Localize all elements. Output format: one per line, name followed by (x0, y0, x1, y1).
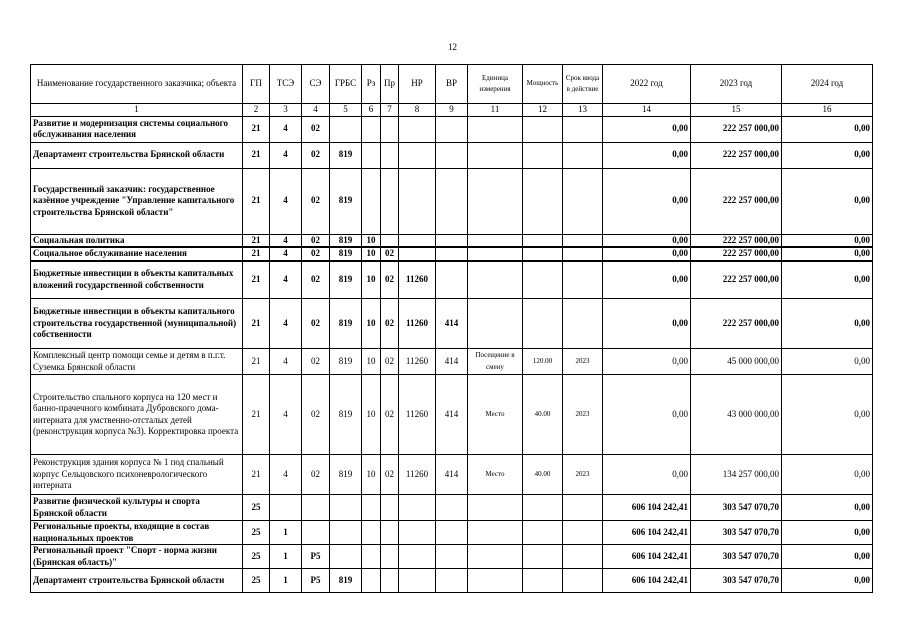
header-cell: ТСЭ (270, 65, 302, 104)
cell-pr: 02 (381, 247, 399, 261)
cell-pr (381, 569, 399, 593)
cell-grbs (330, 495, 362, 521)
cell-pr (381, 545, 399, 569)
cell-y2022: 606 104 242,41 (603, 521, 691, 545)
cell-name: Бюджетные инвестиции в объекты капитального строительства государственной (муниципальной) собственности (31, 299, 243, 349)
cell-y2022: 0,00 (603, 168, 691, 234)
cell-tse: 4 (270, 349, 302, 375)
cell-unit: Место (468, 375, 523, 455)
cell-y2023: 45 000 000,00 (691, 349, 782, 375)
cell-se: 02 (302, 375, 330, 455)
cell-gp: 21 (243, 142, 270, 168)
header-cell: Рз (362, 65, 381, 104)
cell-grbs: 819 (330, 569, 362, 593)
cell-y2023: 222 257 000,00 (691, 261, 782, 299)
table-row (31, 545, 873, 569)
cell-pr (381, 234, 399, 247)
cell-name: Региональные проекты, входящие в состав национальных проектов (31, 521, 243, 545)
cell-term (563, 247, 603, 261)
cell-gp: 21 (243, 349, 270, 375)
cell-unit (468, 545, 523, 569)
header-cell: 2024 год (782, 65, 873, 104)
cell-se (302, 521, 330, 545)
cell-gp: 21 (243, 261, 270, 299)
cell-y2023: 222 257 000,00 (691, 168, 782, 234)
cell-gp: 21 (243, 299, 270, 349)
cell-y2024: 0,00 (782, 495, 873, 521)
column-number: 13 (563, 104, 603, 117)
column-number: 14 (603, 104, 691, 117)
cell-term (563, 569, 603, 593)
cell-unit (468, 569, 523, 593)
column-number: 7 (381, 104, 399, 117)
cell-y2024: 0,00 (782, 116, 873, 142)
header-cell: СЭ (302, 65, 330, 104)
cell-vr (436, 168, 468, 234)
cell-vr (436, 569, 468, 593)
cell-term: 2023 (563, 375, 603, 455)
header-cell: ВР (436, 65, 468, 104)
column-number: 4 (302, 104, 330, 117)
header-cell: ГП (243, 65, 270, 104)
cell-y2024: 0,00 (782, 349, 873, 375)
cell-name: Региональный проект "Спорт - норма жизни (Брянская область)" (31, 545, 243, 569)
table-row (31, 375, 873, 455)
cell-pr: 02 (381, 299, 399, 349)
cell-power (523, 261, 563, 299)
cell-y2022: 606 104 242,41 (603, 495, 691, 521)
cell-y2023: 222 257 000,00 (691, 234, 782, 247)
cell-gp: 25 (243, 495, 270, 521)
cell-power: 40.00 (523, 455, 563, 495)
cell-nr (399, 569, 436, 593)
cell-y2023: 303 547 070,70 (691, 569, 782, 593)
cell-rz (362, 168, 381, 234)
cell-tse: 1 (270, 521, 302, 545)
cell-se (302, 495, 330, 521)
cell-vr (436, 116, 468, 142)
cell-vr (436, 261, 468, 299)
cell-name: Социальная политика (31, 234, 243, 247)
cell-vr (436, 495, 468, 521)
column-number: 6 (362, 104, 381, 117)
cell-name: Государственный заказчик: государственное казённое учреждение "Управление капитального строительства Брянской области" (31, 168, 243, 234)
cell-nr (399, 247, 436, 261)
table-row (31, 168, 873, 234)
cell-name: Бюджетные инвестиции в объекты капитальных вложений государственной собственности (31, 261, 243, 299)
cell-y2022: 0,00 (603, 261, 691, 299)
cell-term (563, 299, 603, 349)
cell-term (563, 142, 603, 168)
header-cell: Пр (381, 65, 399, 104)
cell-pr: 02 (381, 455, 399, 495)
cell-power (523, 545, 563, 569)
cell-vr: 414 (436, 349, 468, 375)
cell-y2024: 0,00 (782, 261, 873, 299)
cell-vr (436, 142, 468, 168)
column-number: 8 (399, 104, 436, 117)
cell-nr (399, 116, 436, 142)
cell-term: 2023 (563, 455, 603, 495)
cell-unit: Посещение в смену (468, 349, 523, 375)
table-row (31, 261, 873, 299)
cell-vr (436, 234, 468, 247)
header-cell: НР (399, 65, 436, 104)
cell-vr: 414 (436, 375, 468, 455)
cell-y2022: 606 104 242,41 (603, 569, 691, 593)
cell-y2022: 0,00 (603, 116, 691, 142)
cell-nr (399, 234, 436, 247)
cell-unit (468, 168, 523, 234)
cell-y2024: 0,00 (782, 375, 873, 455)
cell-y2022: 0,00 (603, 455, 691, 495)
cell-rz (362, 545, 381, 569)
cell-se: 02 (302, 349, 330, 375)
cell-rz (362, 116, 381, 142)
cell-y2023: 303 547 070,70 (691, 545, 782, 569)
cell-nr: 11260 (399, 349, 436, 375)
cell-pr (381, 521, 399, 545)
cell-rz: 10 (362, 455, 381, 495)
cell-y2023: 222 257 000,00 (691, 247, 782, 261)
table-row (31, 234, 873, 247)
header-cell: Мощность (523, 65, 563, 104)
cell-nr (399, 168, 436, 234)
cell-term: 2023 (563, 349, 603, 375)
cell-nr (399, 142, 436, 168)
cell-term (563, 521, 603, 545)
cell-y2024: 0,00 (782, 142, 873, 168)
cell-name: Департамент строительства Брянской области (31, 142, 243, 168)
cell-y2022: 0,00 (603, 299, 691, 349)
cell-unit (468, 142, 523, 168)
cell-y2023: 303 547 070,70 (691, 495, 782, 521)
cell-y2022: 0,00 (603, 349, 691, 375)
cell-term (563, 234, 603, 247)
cell-unit (468, 495, 523, 521)
cell-y2024: 0,00 (782, 521, 873, 545)
header-row (31, 65, 873, 104)
cell-tse: 4 (270, 375, 302, 455)
cell-y2024: 0,00 (782, 299, 873, 349)
cell-tse: 4 (270, 261, 302, 299)
cell-power (523, 234, 563, 247)
cell-vr (436, 247, 468, 261)
column-number-row (31, 104, 873, 117)
cell-name: Строительство спального корпуса на 120 мест и банно-прачечного комбината Дубровского дома-интерната для умственно-отсталых детей (реконструкция корпуса №3). Корректировка проекта (31, 375, 243, 455)
cell-se: 02 (302, 455, 330, 495)
header-cell: 2022 год (603, 65, 691, 104)
cell-gp: 21 (243, 455, 270, 495)
cell-rz: 10 (362, 247, 381, 261)
cell-vr: 414 (436, 455, 468, 495)
cell-name: Департамент строительства Брянской области (31, 569, 243, 593)
table-row (31, 455, 873, 495)
header-cell: Наименование государственного заказчика; объекта (31, 65, 243, 104)
cell-y2024: 0,00 (782, 455, 873, 495)
cell-y2024: 0,00 (782, 569, 873, 593)
cell-gp: 21 (243, 375, 270, 455)
cell-y2022: 0,00 (603, 247, 691, 261)
cell-rz (362, 569, 381, 593)
cell-tse: 4 (270, 455, 302, 495)
cell-se: 02 (302, 168, 330, 234)
cell-unit: Место (468, 455, 523, 495)
cell-y2024: 0,00 (782, 247, 873, 261)
cell-gp: 25 (243, 545, 270, 569)
cell-rz (362, 495, 381, 521)
cell-nr (399, 521, 436, 545)
cell-grbs: 819 (330, 142, 362, 168)
cell-grbs (330, 521, 362, 545)
cell-power (523, 495, 563, 521)
cell-grbs: 819 (330, 349, 362, 375)
cell-tse (270, 495, 302, 521)
cell-grbs: 819 (330, 261, 362, 299)
cell-pr (381, 116, 399, 142)
cell-tse: 1 (270, 545, 302, 569)
cell-se: 02 (302, 142, 330, 168)
cell-y2023: 222 257 000,00 (691, 299, 782, 349)
cell-se: 02 (302, 247, 330, 261)
header-cell: Срок ввода в действие (563, 65, 603, 104)
cell-power (523, 569, 563, 593)
cell-tse: 4 (270, 142, 302, 168)
cell-nr: 11260 (399, 455, 436, 495)
cell-rz: 10 (362, 375, 381, 455)
cell-grbs (330, 116, 362, 142)
cell-unit (468, 116, 523, 142)
column-number: 12 (523, 104, 563, 117)
cell-tse: 4 (270, 116, 302, 142)
cell-rz (362, 521, 381, 545)
cell-power (523, 142, 563, 168)
cell-rz: 10 (362, 349, 381, 375)
cell-term (563, 168, 603, 234)
cell-nr: 11260 (399, 299, 436, 349)
table-row (31, 495, 873, 521)
table-row (31, 142, 873, 168)
cell-y2022: 0,00 (603, 234, 691, 247)
cell-nr (399, 545, 436, 569)
cell-y2023: 222 257 000,00 (691, 142, 782, 168)
cell-pr: 02 (381, 375, 399, 455)
cell-grbs: 819 (330, 375, 362, 455)
cell-power: 120.00 (523, 349, 563, 375)
cell-term (563, 495, 603, 521)
cell-term (563, 545, 603, 569)
cell-power (523, 168, 563, 234)
cell-se: P5 (302, 569, 330, 593)
cell-gp: 21 (243, 116, 270, 142)
cell-gp: 21 (243, 168, 270, 234)
column-number: 1 (31, 104, 243, 117)
cell-y2024: 0,00 (782, 168, 873, 234)
cell-vr (436, 521, 468, 545)
column-number: 16 (782, 104, 873, 117)
cell-rz: 10 (362, 261, 381, 299)
cell-power (523, 521, 563, 545)
header-cell: 2023 год (691, 65, 782, 104)
cell-pr: 02 (381, 349, 399, 375)
cell-tse: 4 (270, 247, 302, 261)
cell-tse: 4 (270, 299, 302, 349)
cell-rz: 10 (362, 299, 381, 349)
cell-nr (399, 495, 436, 521)
column-number: 3 (270, 104, 302, 117)
cell-name: Комплексный центр помощи семье и детям в п.г.т. Суземка Брянской области (31, 349, 243, 375)
cell-unit (468, 299, 523, 349)
cell-gp: 21 (243, 234, 270, 247)
cell-nr: 11260 (399, 375, 436, 455)
cell-se: 02 (302, 116, 330, 142)
cell-y2022: 0,00 (603, 142, 691, 168)
cell-term (563, 116, 603, 142)
cell-vr: 414 (436, 299, 468, 349)
cell-tse: 1 (270, 569, 302, 593)
table-row (31, 569, 873, 593)
cell-grbs: 819 (330, 455, 362, 495)
cell-y2022: 0,00 (603, 375, 691, 455)
cell-y2023: 222 257 000,00 (691, 116, 782, 142)
cell-pr (381, 142, 399, 168)
cell-name: Реконструкция здания корпуса № 1 под спальный корпус Сельцовского психоневрологического интерната (31, 455, 243, 495)
cell-nr: 11260 (399, 261, 436, 299)
cell-se: 02 (302, 234, 330, 247)
cell-grbs: 819 (330, 247, 362, 261)
cell-tse: 4 (270, 234, 302, 247)
cell-name: Развитие и модернизация системы социального обслуживания населения (31, 116, 243, 142)
cell-y2024: 0,00 (782, 545, 873, 569)
cell-name: Социальное обслуживание населения (31, 247, 243, 261)
cell-y2024: 0,00 (782, 234, 873, 247)
cell-vr (436, 545, 468, 569)
budget-table (30, 64, 873, 593)
cell-grbs: 819 (330, 234, 362, 247)
table-row (31, 247, 873, 261)
cell-power (523, 116, 563, 142)
cell-pr (381, 168, 399, 234)
table-row (31, 521, 873, 545)
column-number: 2 (243, 104, 270, 117)
cell-power (523, 247, 563, 261)
cell-pr: 02 (381, 261, 399, 299)
column-number: 5 (330, 104, 362, 117)
cell-y2023: 303 547 070,70 (691, 521, 782, 545)
cell-y2023: 134 257 000,00 (691, 455, 782, 495)
cell-unit (468, 234, 523, 247)
cell-unit (468, 521, 523, 545)
cell-unit (468, 247, 523, 261)
cell-grbs (330, 545, 362, 569)
cell-tse: 4 (270, 168, 302, 234)
cell-gp: 25 (243, 569, 270, 593)
cell-grbs: 819 (330, 299, 362, 349)
header-cell: Единица измерения (468, 65, 523, 104)
cell-rz: 10 (362, 234, 381, 247)
page-number: 12 (448, 42, 457, 52)
cell-term (563, 261, 603, 299)
column-number: 15 (691, 104, 782, 117)
cell-name: Развитие физической культуры и спорта Брянской области (31, 495, 243, 521)
cell-se: P5 (302, 545, 330, 569)
column-number: 9 (436, 104, 468, 117)
table-row (31, 299, 873, 349)
cell-rz (362, 142, 381, 168)
cell-pr (381, 495, 399, 521)
cell-power: 40.00 (523, 375, 563, 455)
cell-grbs: 819 (330, 168, 362, 234)
column-number: 11 (468, 104, 523, 117)
table-row (31, 116, 873, 142)
table-row (31, 349, 873, 375)
cell-power (523, 299, 563, 349)
cell-unit (468, 261, 523, 299)
header-cell: ГРБС (330, 65, 362, 104)
cell-y2022: 606 104 242,41 (603, 545, 691, 569)
cell-se: 02 (302, 299, 330, 349)
cell-gp: 21 (243, 247, 270, 261)
cell-gp: 25 (243, 521, 270, 545)
cell-y2023: 43 000 000,00 (691, 375, 782, 455)
cell-se: 02 (302, 261, 330, 299)
